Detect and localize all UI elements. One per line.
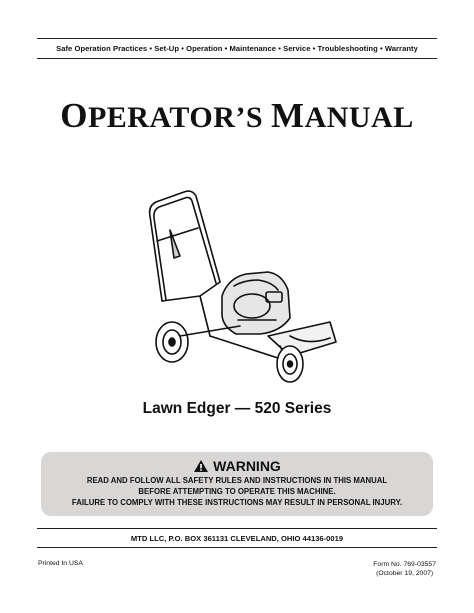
nav-separator: • (312, 44, 316, 53)
warning-triangle-icon (193, 459, 209, 473)
printed-in-usa: Printed In USA (38, 560, 83, 567)
nav-item-maintenance: Maintenance (229, 44, 277, 53)
safety-warning-box (41, 452, 433, 516)
nav-separator: • (379, 44, 383, 53)
nav-separator: • (224, 44, 228, 53)
page-title (37, 96, 437, 136)
footer-rule-top (37, 528, 437, 529)
nav-item-troubleshooting: Troubleshooting (317, 44, 378, 53)
top-rule (37, 38, 437, 39)
nav-separator: • (149, 44, 153, 53)
form-number-block (373, 560, 436, 578)
nav-separator: • (181, 44, 184, 53)
model-name: Lawn Edger — 520 Series (142, 400, 332, 417)
form-date: (October 19, 2007) (376, 570, 434, 578)
nav-item-warranty: Warranty (384, 44, 418, 53)
title-word-operators: PERATOR’S (87, 101, 264, 134)
top-rule-lower (37, 58, 437, 59)
nav-separator: • (278, 44, 281, 53)
nav-item-safe-operation: Safe Operation Practices (56, 44, 148, 53)
nav-item-service: Service (283, 44, 311, 53)
title-initial-o: O (60, 96, 88, 135)
section-nav (37, 44, 437, 53)
warning-line-2: BEFORE ATTEMPTING TO OPERATE THIS MACHINE. (138, 487, 336, 496)
footer-rule-bottom (37, 547, 437, 548)
warning-heading (41, 458, 433, 474)
warning-heading-text: WARNING (213, 458, 281, 474)
warning-line-1: READ AND FOLLOW ALL SAFETY RULES AND INSTRUCTIONS IN THIS MANUAL (86, 476, 388, 485)
lawn-edger-illustration (140, 186, 340, 386)
company-address: MTD LLC, P.O. BOX 361131 CLEVELAND, OHIO 44136-0019 (130, 534, 344, 543)
form-number: Form No. 769-03557 (373, 561, 436, 568)
nav-item-operation: Operation (186, 44, 223, 53)
nav-item-set-up: Set-Up (154, 44, 180, 53)
warning-line-3: FAILURE TO COMPLY WITH THESE INSTRUCTIONS MAY RESULT IN PERSONAL INJURY. (71, 498, 403, 507)
title-initial-m: M (271, 96, 305, 135)
title-word-manual: ANUAL (304, 101, 414, 134)
